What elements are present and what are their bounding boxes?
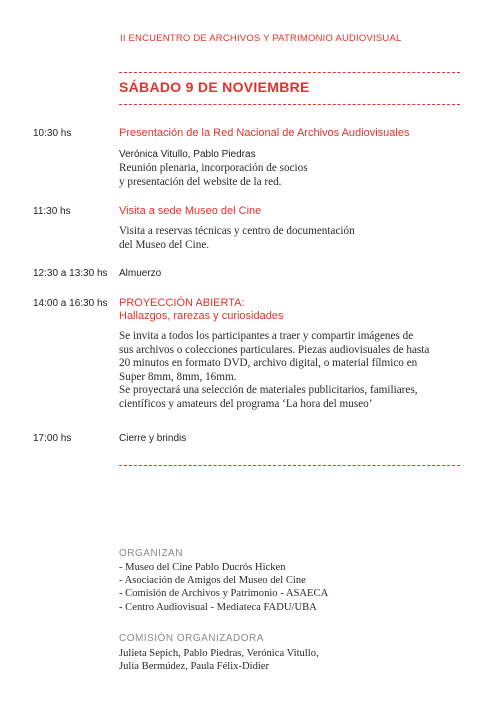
description-line: Super 8mm, 8mm, 16mm. xyxy=(119,370,237,383)
description-line: y presentación del website de la red. xyxy=(119,175,282,188)
event-series-title: II ENCUENTRO DE ARCHIVOS Y PATRIMONIO AUDIOVISUAL xyxy=(120,33,402,44)
organizer-item: - Asociación de Amigos del Museo del Cine xyxy=(119,575,306,587)
event-time: 14:00 a 16:30 hs xyxy=(33,298,108,309)
event-description xyxy=(119,162,308,189)
event-time: 11:30 hs xyxy=(33,206,71,217)
description-line: científicos y amateurs del programa ‘La hora del museo’ xyxy=(119,397,373,410)
organizer-item: - Comisión de Archivos y Patrimonio - ASAECA xyxy=(119,588,329,600)
event-title: Cierre y brindis xyxy=(119,433,187,444)
event-time: 12:30 a 13:30 hs xyxy=(33,268,108,279)
event-time: 10:30 hs xyxy=(33,128,72,139)
description-line: del Museo del Cine. xyxy=(119,238,210,251)
event-time: 17:00 hs xyxy=(33,433,72,444)
event-subtitle: Hallazgos, rarezas y curiosidades xyxy=(119,310,284,322)
event-title: Almuerzo xyxy=(119,268,162,279)
committee-members xyxy=(119,647,319,673)
event-description xyxy=(119,330,429,412)
description-line: Se invita a todos los participantes a traer y compartir imágenes de xyxy=(119,330,414,342)
top-divider xyxy=(119,72,460,73)
event-title: Visita a sede Museo del Cine xyxy=(119,205,262,217)
description-line: Visita a reservas técnicas y centro de documentación xyxy=(119,225,355,237)
comision-heading: COMISIÓN ORGANIZADORA xyxy=(119,633,264,644)
event-title: Presentación de la Red Nacional de Archivos Audiovisuales xyxy=(119,127,410,139)
committee-line: Julieta Sepich, Pablo Piedras, Verónica Vitullo, xyxy=(119,648,319,659)
event-title: PROYECCIÓN ABIERTA: xyxy=(119,297,245,309)
organizan-heading: ORGANIZAN xyxy=(119,548,183,559)
event-description xyxy=(119,225,355,252)
description-line: 20 minutos en formato DVD, archivo digital, o material fílmico en xyxy=(119,357,418,370)
description-line: Se proyectará una selección de materiales publicitarios, familiares, xyxy=(119,384,418,397)
organizer-item: - Museo del Cine Pablo Ducrós Hicken xyxy=(119,562,286,573)
day-divider xyxy=(119,104,460,105)
organizer-item: - Centro Audiovisual - Mediateca FADU/UBA xyxy=(119,601,317,613)
description-line: Reunión plenaria, incorporación de socios xyxy=(119,162,308,174)
description-line: sus archivos o colecciones particulares. Piezas audiovisuales de hasta xyxy=(119,343,430,356)
bottom-divider xyxy=(119,465,460,466)
committee-line: Julia Bermúdez, Paula Félix-Didier xyxy=(119,661,270,673)
organizers-list xyxy=(119,561,328,614)
event-speakers: Verónica Vitullo, Pablo Piedras xyxy=(119,149,256,160)
day-title: SÁBADO 9 DE NOVIEMBRE xyxy=(119,79,310,95)
